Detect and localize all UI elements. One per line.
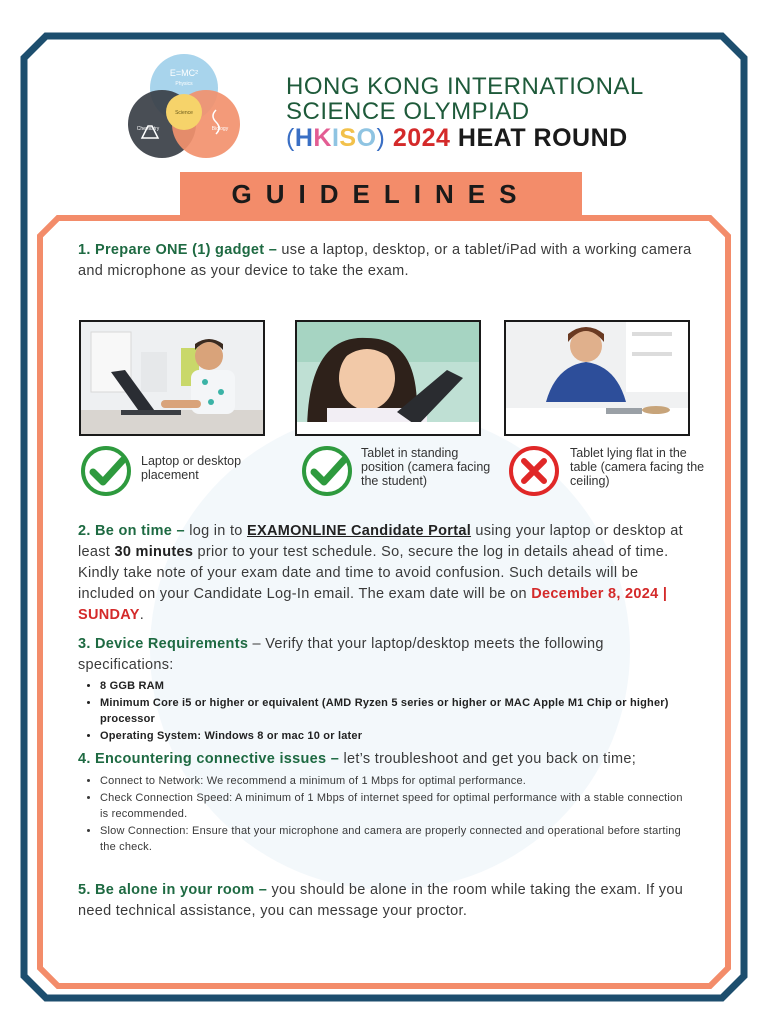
section-3-title: 3. Device Requirements — [78, 636, 249, 652]
logo-top-label: E=MC² — [169, 68, 199, 78]
title-line-3 — [286, 124, 726, 152]
section-2-text-3: prior to your test schedule. So, secure the log in details ahead of time. Kindly take note of your exam date and time to avoid confusion. Such details will be included on your Candidate Log-In email. The exam date will be on — [78, 544, 669, 602]
guidelines-banner: GUIDELINES — [180, 172, 582, 216]
logo-center-label: Science — [175, 110, 193, 116]
section-2-dash: – — [172, 523, 185, 539]
section-2-end: . — [139, 607, 145, 623]
acronym-i: I — [331, 124, 340, 152]
exam-date: December 8, 2024 | SUNDAY — [78, 586, 668, 623]
photo-laptop-placement — [79, 320, 265, 436]
caption-tablet-flat: Tablet lying flat in the table (camera facing the ceiling) — [570, 446, 705, 488]
section-2-text-2: using your laptop or desktop at least — [78, 523, 683, 560]
logo-right-label: Biology — [211, 126, 229, 132]
photo-tablet-flat — [504, 320, 690, 436]
section-prepare-gadget — [78, 240, 692, 282]
section-4-title: 4. Encountering connective issues — [78, 751, 327, 767]
section-4-dash: – — [326, 751, 340, 767]
title-line-2: SCIENCE OLYMPIAD — [286, 98, 530, 125]
troubleshoot-list — [100, 773, 692, 856]
section-5-body: you should be alone in the room while taking the exam. If you need technical assistance, you can message your proctor. — [78, 882, 684, 919]
list-item: • Check Connection Speed: A minimum of 1 Mbps of internet speed for optimal performance with a stable connection is recommended. — [100, 790, 692, 823]
section-4-body: let’s troubleshoot and get you back on time; — [339, 751, 637, 767]
cross-icon — [507, 444, 561, 498]
section-be-alone — [78, 880, 692, 922]
section-1-body: use a laptop, desktop, or a tablet/iPad with a working camera and microphone as your device to take the exam. — [78, 242, 692, 279]
title-line-1: HONG KONG INTERNATIONAL — [286, 73, 644, 100]
check-icon — [300, 444, 354, 498]
list-item: • Slow Connection: Ensure that your microphone and camera are properly connected and operational before starting the check. — [100, 823, 692, 856]
acronym-s: S — [339, 124, 357, 152]
title-year: 2024 — [392, 124, 451, 152]
acronym-o: O — [356, 124, 377, 152]
section-5-title: 5. Be alone in your room — [78, 882, 255, 898]
list-item: • Minimum Core i5 or higher or equivalent (AMD Ryzen 5 series or higher or MAC Apple M1 Chip or higher) processor — [100, 695, 692, 728]
section-2-title: 2. Be on time — [78, 523, 173, 539]
examonline-portal-link[interactable]: EXAMONLINE Candidate Portal — [247, 523, 472, 539]
list-item: • Operating System: Windows 8 or mac 10 or later — [100, 728, 692, 745]
photo-tablet-standing — [295, 320, 481, 436]
acronym-h: H — [294, 124, 314, 152]
section-1-dash: – — [264, 242, 278, 258]
check-icon — [79, 444, 133, 498]
section-device-requirements — [78, 634, 692, 744]
logo-top-sub: Physics — [175, 81, 193, 87]
acronym-paren-open: ( — [286, 124, 295, 152]
logo-left-label: Chemistry — [136, 126, 160, 132]
title-round: HEAT ROUND — [457, 124, 628, 152]
section-2-text-1: log in to — [184, 523, 248, 539]
section-5-dash: – — [254, 882, 268, 898]
section-1-title: 1. Prepare ONE (1) gadget — [78, 242, 265, 258]
acronym-paren-close: ) — [376, 124, 386, 152]
list-item: • 8 GGB RAM — [100, 678, 692, 695]
acronym-k: K — [313, 124, 332, 152]
requirements-list — [100, 678, 692, 744]
section-2-minutes: 30 minutes — [114, 544, 194, 560]
caption-tablet-standing: Tablet in standing position (camera facing the student) — [361, 446, 491, 488]
list-item: • Connect to Network: We recommend a minimum of 1 Mbps for optimal performance. — [100, 773, 692, 790]
caption-laptop: Laptop or desktop placement — [141, 454, 242, 482]
section-connective-issues — [78, 749, 692, 856]
section-3-body: – Verify that your laptop/desktop meets the following specifications: — [78, 636, 604, 673]
page-title — [286, 74, 726, 152]
hkiso-logo — [124, 52, 244, 164]
section-be-on-time — [78, 521, 692, 626]
